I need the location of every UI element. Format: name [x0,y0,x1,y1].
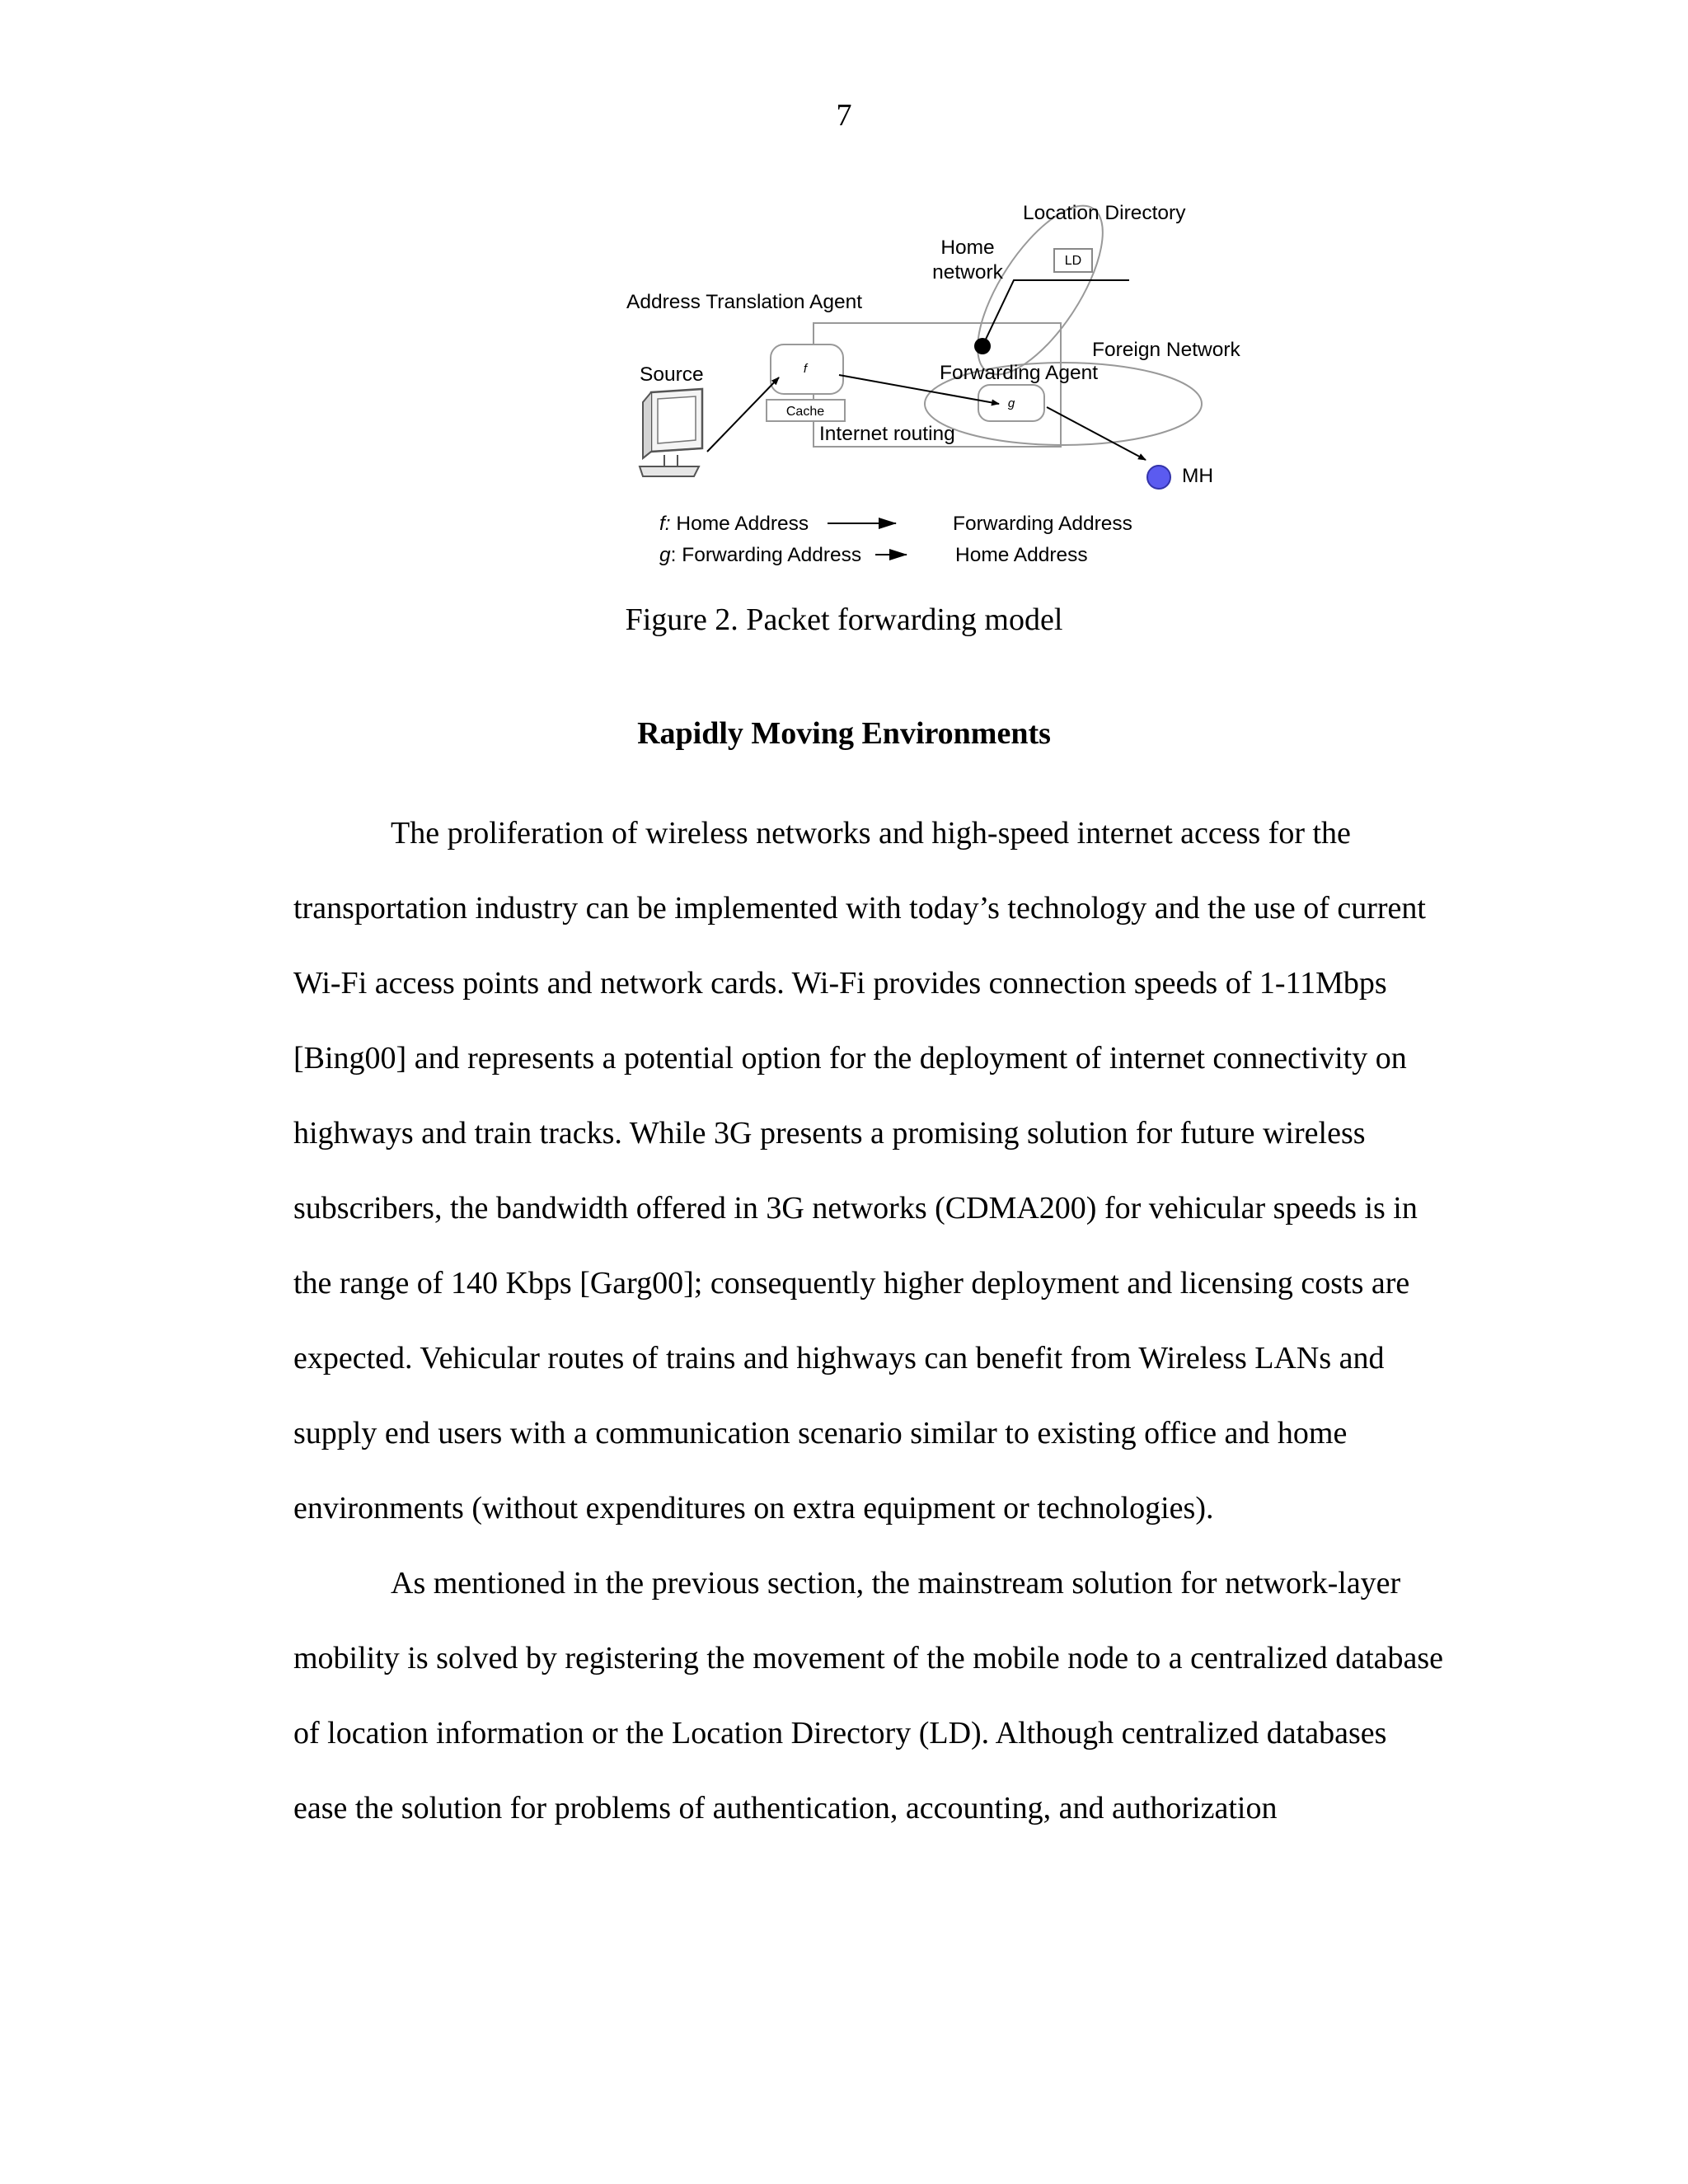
location-directory-label: Location Directory [1023,202,1186,224]
legend-g-from: : Forwarding Address [670,544,862,566]
home-network-node [974,338,991,354]
section-heading: Rapidly Moving Environments [637,716,1051,751]
legend-g-to: Home Address [955,544,1088,566]
svg-text:g: Forwarding Address [659,544,861,566]
g-box-label: g [1007,396,1015,410]
legend-f-to: Forwarding Address [953,513,1132,535]
network-label: network [932,261,1003,284]
internet-routing-label: Internet routing [819,423,955,445]
figure-caption: Figure 2. Packet forwarding model [625,602,1063,637]
paragraph: The proliferation of wireless networks and high-speed internet access for the transportation industry can be implemented with today’s technology and the use of current Wi-Fi access points and network cards. Wi-Fi provides connection speeds of 1-11Mbps [Bing00] and represents a potential option for the deployment of internet connectivity on highways and train tracks. While 3G presents a promising solution for future wireless subscribers, the bandwidth offered in 3G networks (CDMA200) for vehicular speeds is in the range of 140 Kbps [Garg00]; consequently higher deployment and licensing costs are expected. Vehicular routes of trains and highways can benefit from Wireless LANs and supply end users with a communication scenario similar to existing office and home environments (without expenditures on extra equipment or technologies). [293,816,1426,1526]
diagram-canvas [0,0,1688,593]
foreign-network-label: Foreign Network [1092,339,1240,361]
mobile-host-node [1147,466,1170,489]
legend-f-symbol: f: [659,513,671,535]
forwarding-agent-label: Forwarding Agent [940,362,1099,384]
computer-monitor-icon [640,389,702,476]
source-label: Source [640,363,704,386]
body-text [293,796,1447,1846]
ld-label: LD [1064,254,1082,268]
f-box-label: f [803,362,808,376]
paragraph: As mentioned in the previous section, the mainstream solution for network-layer mobility is solved by registering the movement of the mobile node to a centralized database of location information or the Location Directory (LD). Although centralized databases ease the solution for problems of authentication, accounting, and authorization [293,1566,1444,1825]
address-translation-agent-label: Address Translation Agent [626,291,863,313]
page-number: 7 [836,98,852,133]
legend-f-from: Home Address [670,513,809,535]
cache-label: Cache [785,405,825,419]
legend-row-f [659,513,1132,535]
packet-forwarding-diagram [0,0,1688,593]
legend-g-symbol: g [659,544,671,566]
home-label: Home [940,237,995,259]
svg-text:f: Home Address [659,513,809,535]
legend-row-g [659,544,1088,566]
mh-label: MH [1182,465,1214,487]
